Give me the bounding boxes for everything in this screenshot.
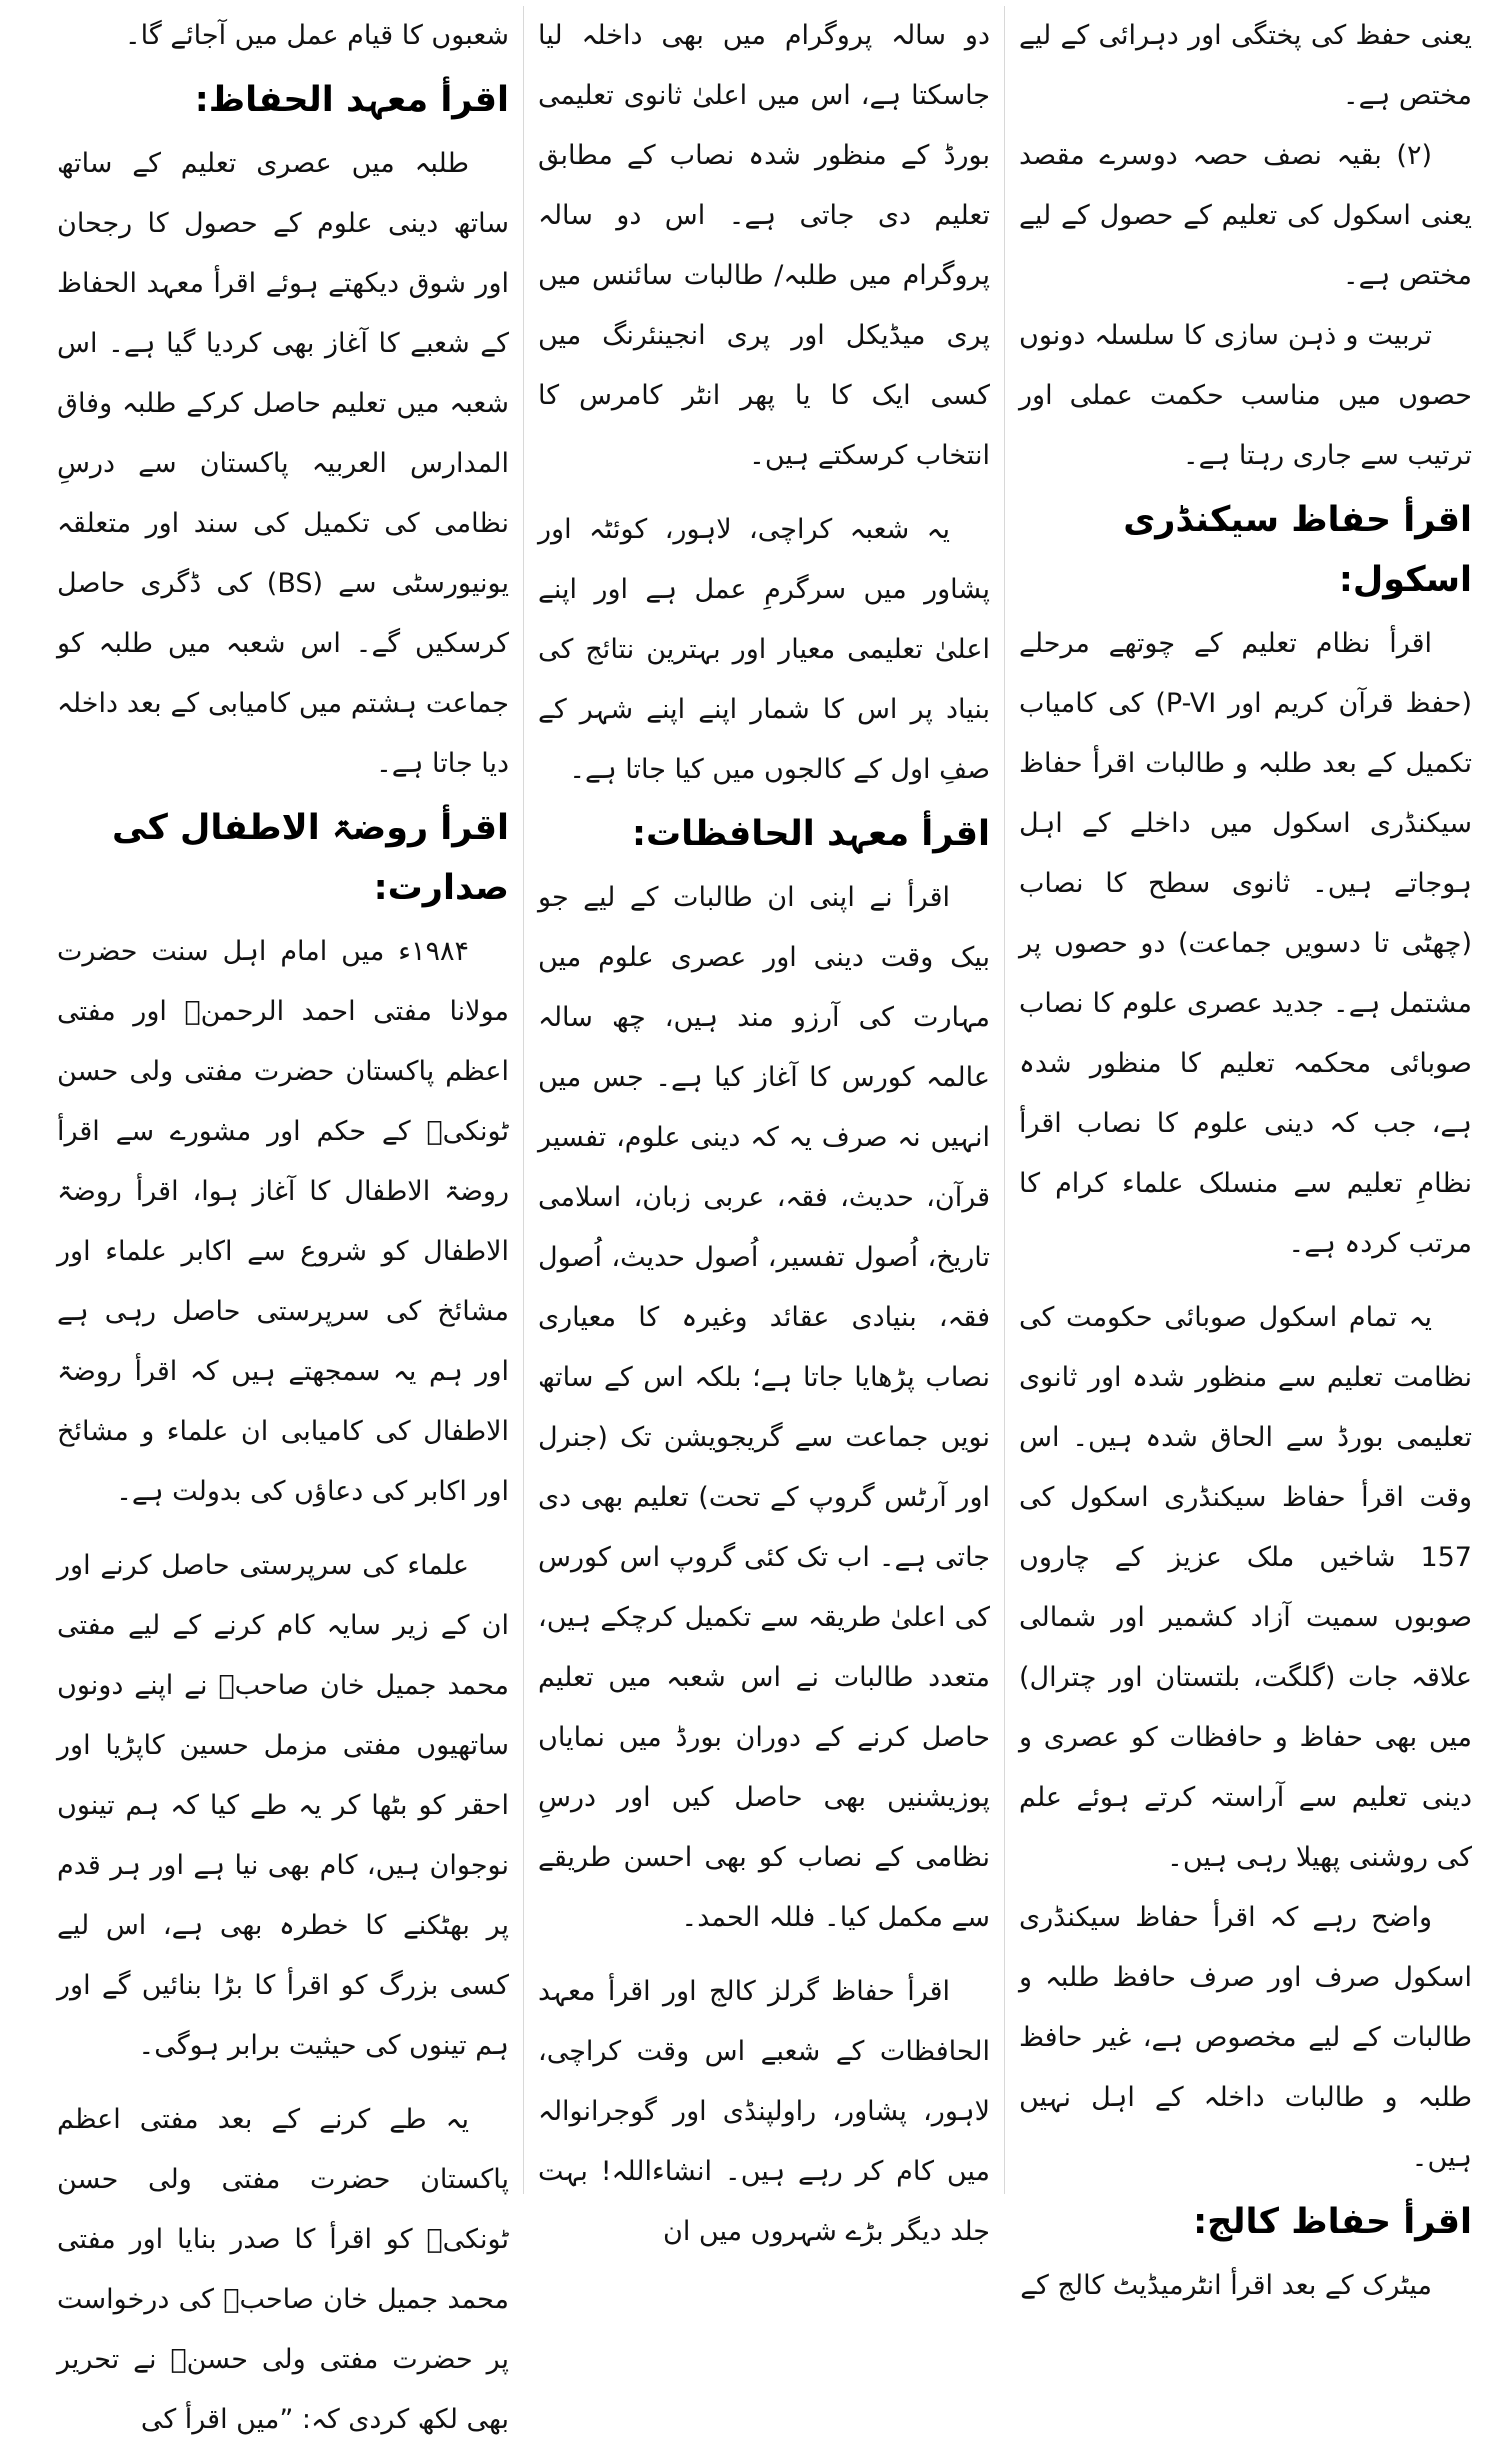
paragraph: تربیت و ذہن سازی کا سلسلہ دونوں حصوں میں مناسب حکمت عملی اور ترتیب سے جاری رہتا ہے۔ [1019,320,1472,471]
paragraph: ۱۹۸۴ء میں امام اہل سنت حضرت مولانا مفتی احمد الرحمنؒ اور مفتی اعظم پاکستان حضرت مفتی ولی حسن ٹونکیؒ کے حکم اور مشورے سے اقرأ روضۃ الاطفال کا آغاز ہوا، اقرأ روضۃ الاطفال کو شروع سے اکابر علماء اور مشائخ کی سرپرستی حاصل رہی ہے اور ہم یہ سمجھتے ہیں کہ اقرأ روضۃ الاطفال کی کامیابی ان علماء و مشائخ اور اکابر کی دعاؤں کی بدولت ہے۔ [57,936,509,1507]
section-heading: اقرأ معہد الحافظات: [631,814,990,854]
paragraph: یہ طے کرنے کے بعد مفتی اعظم پاکستان حضرت مفتی ولی حسن ٹونکیؒ کو اقرأ کا صدر بنایا اور مفتی محمد جمیل خان صاحبؒ کی درخواست پر حضرت مفتی ولی حسنؒ نے تحریر بھی لکھ کردی کہ: ”میں اقرأ کی [57,2104,509,2435]
paragraph: (۲) بقیہ نصف حصہ دوسرے مقصد یعنی اسکول کی تعلیم کے حصول کے لیے مختص ہے۔ [1019,140,1472,291]
section-heading: اقرأ معہد الحفاظ: [194,80,509,120]
paragraph: اقرأ نے اپنی ان طالبات کے لیے جو بیک وقت دینی اور عصری علوم میں مہارت کی آرزو مند ہیں، چھ سالہ عالمہ کورس کا آغاز کیا ہے۔ جس میں انہیں نہ صرف یہ کہ دینی علوم، تفسیر قرآن، حدیث، فقہ، عربی زبان، اسلامی تاریخ، اُصول تفسیر، اُصول حدیث، اُصول فقہ، بنیادی عقائد وغیرہ کا معیاری نصاب پڑھایا جاتا ہے؛ بلکہ اس کے ساتھ نویں جماعت سے گریجویشن تک (جنرل اور آرٹس گروپ کے تحت) تعلیم بھی دی جاتی ہے۔ اب تک کئی گروپ اس کورس کی اعلیٰ طریقہ سے تکمیل کرچکے ہیں، متعدد طالبات نے اس شعبہ میں تعلیم حاصل کرنے کے دوران بورڈ میں نمایاں پوزیشنیں بھی حاصل کیں اور درسِ نظامی کے نصاب کو بھی احسن طریقے سے مکمل کیا۔ فللہ الحمد۔ [538,882,990,1933]
paragraph: اقرأ حفاظ گرلز کالج اور اقرأ معہد الحافظات کے شعبے اس وقت کراچی، لاہور، پشاور، راولپنڈی اور گوجرانوالہ میں کام کر رہے ہیں۔ انشاءاللہ! بہت جلد دیگر بڑے شہروں میں ان [538,1976,990,2247]
paragraph: دو سالہ پروگرام میں بھی داخلہ لیا جاسکتا ہے، اس میں اعلیٰ ثانوی تعلیمی بورڈ کے منظور شدہ نصاب کے مطابق تعلیم دی جاتی ہے۔ اس دو سالہ پروگرام میں طلبہ/ طالبات سائنس میں پری میڈیکل اور پری انجینئرنگ میں کسی ایک کا یا پھر انٹر کامرس کا انتخاب کرسکتے ہیں۔ [538,20,990,471]
column-right [1005,6,1486,2301]
column-left [43,6,524,2435]
paragraph: علماء کی سرپرستی حاصل کرنے اور ان کے زیر سایہ کام کرنے کے لیے مفتی محمد جمیل خان صاحبؒ نے اپنے دونوں ساتھیوں مفتی مزمل حسین کاپڑیا اور احقر کو بٹھا کر یہ طے کیا کہ ہم تینوں نوجوان ہیں، کام بھی نیا ہے اور ہر قدم پر بھٹکنے کا خطرہ بھی ہے، اس لیے کسی بزرگ کو اقرأ کا بڑا بنائیں گے اور ہم تینوں کی حیثیت برابر ہوگی۔ [57,1550,509,2061]
paragraph: یہ تمام اسکول صوبائی حکومت کی نظامت تعلیم سے منظور شدہ اور ثانوی تعلیمی بورڈ سے الحاق شدہ ہیں۔ اس وقت اقرأ حفاظ سیکنڈری اسکول کی 157 شاخیں ملک عزیز کے چاروں صوبوں سمیت آزاد کشمیر اور شمالی علاقہ جات (گلگت، بلتستان اور چترال) میں بھی حفاظ و حافظات کو عصری و دینی تعلیم سے آراستہ کرتے ہوئے علم کی روشنی پھیلا رہی ہیں۔ [1019,1302,1472,1873]
paragraph: یعنی حفظ کی پختگی اور دہرائی کے لیے مختص ہے۔ [1019,20,1472,111]
paragraph: میٹرک کے بعد اقرأ انٹرمیڈیٹ کالج کے [1020,2270,1432,2301]
section-heading: اقرأ حفاظ کالج: [1193,2202,1472,2242]
paragraph: طلبہ میں عصری تعلیم کے ساتھ ساتھ دینی علوم کے حصول کا رجحان اور شوق دیکھتے ہوئے اقرأ معہد الحفاظ کے شعبے کا آغاز بھی کردیا گیا ہے۔ اس شعبہ میں تعلیم حاصل کرکے طلبہ وفاق المدارس العربیہ پاکستان سے درسِ نظامی کی تکمیل کی سند اور متعلقہ یونیورسٹی سے (BS) کی ڈگری حاصل کرسکیں گے۔ اس شعبہ میں طلبہ کو جماعت ہشتم میں کامیابی کے بعد داخلہ دیا جاتا ہے۔ [57,148,510,779]
section-heading: اقرأ حفاظ سیکنڈری اسکول: [1123,500,1472,600]
section-heading: اقرأ روضۃ الاطفال کی صدارت: [112,808,509,908]
paragraph: یہ شعبہ کراچی، لاہور، کوئٹہ اور پشاور میں سرگرمِ عمل ہے اور اپنے اعلیٰ تعلیمی معیار اور بہترین نتائج کی بنیاد پر اس کا شمار اپنے اپنے شہر کے صفِ اول کے کالجوں میں کیا جاتا ہے۔ [538,514,990,785]
paragraph: شعبوں کا قیام عمل میں آجائے گا۔ [124,20,509,51]
paragraph: واضح رہے کہ اقرأ حفاظ سیکنڈری اسکول صرف اور صرف حافظ طلبہ و طالبات کے لیے مخصوص ہے، غیر حافظ طلبہ و طالبات داخلہ کے اہل نہیں ہیں۔ [1019,1902,1472,2173]
column-middle [524,6,1005,2247]
paragraph: اقرأ نظام تعلیم کے چوتھے مرحلے (حفظ قرآن کریم اور P-VI) کی کامیاب تکمیل کے بعد طلبہ و طالبات اقرأ حفاظ سیکنڈری اسکول میں داخلے کے اہل ہوجاتے ہیں۔ ثانوی سطح کا نصاب (چھٹی تا دسویں جماعت) دو حصوں پر مشتمل ہے۔ جدید عصری علوم کا نصاب صوبائی محکمہ تعلیم کا منظور شدہ ہے، جب کہ دینی علوم کا نصاب اقرأ نظامِ تعلیم سے منسلک علماء کرام کا مرتب کردہ ہے۔ [1019,628,1472,1259]
